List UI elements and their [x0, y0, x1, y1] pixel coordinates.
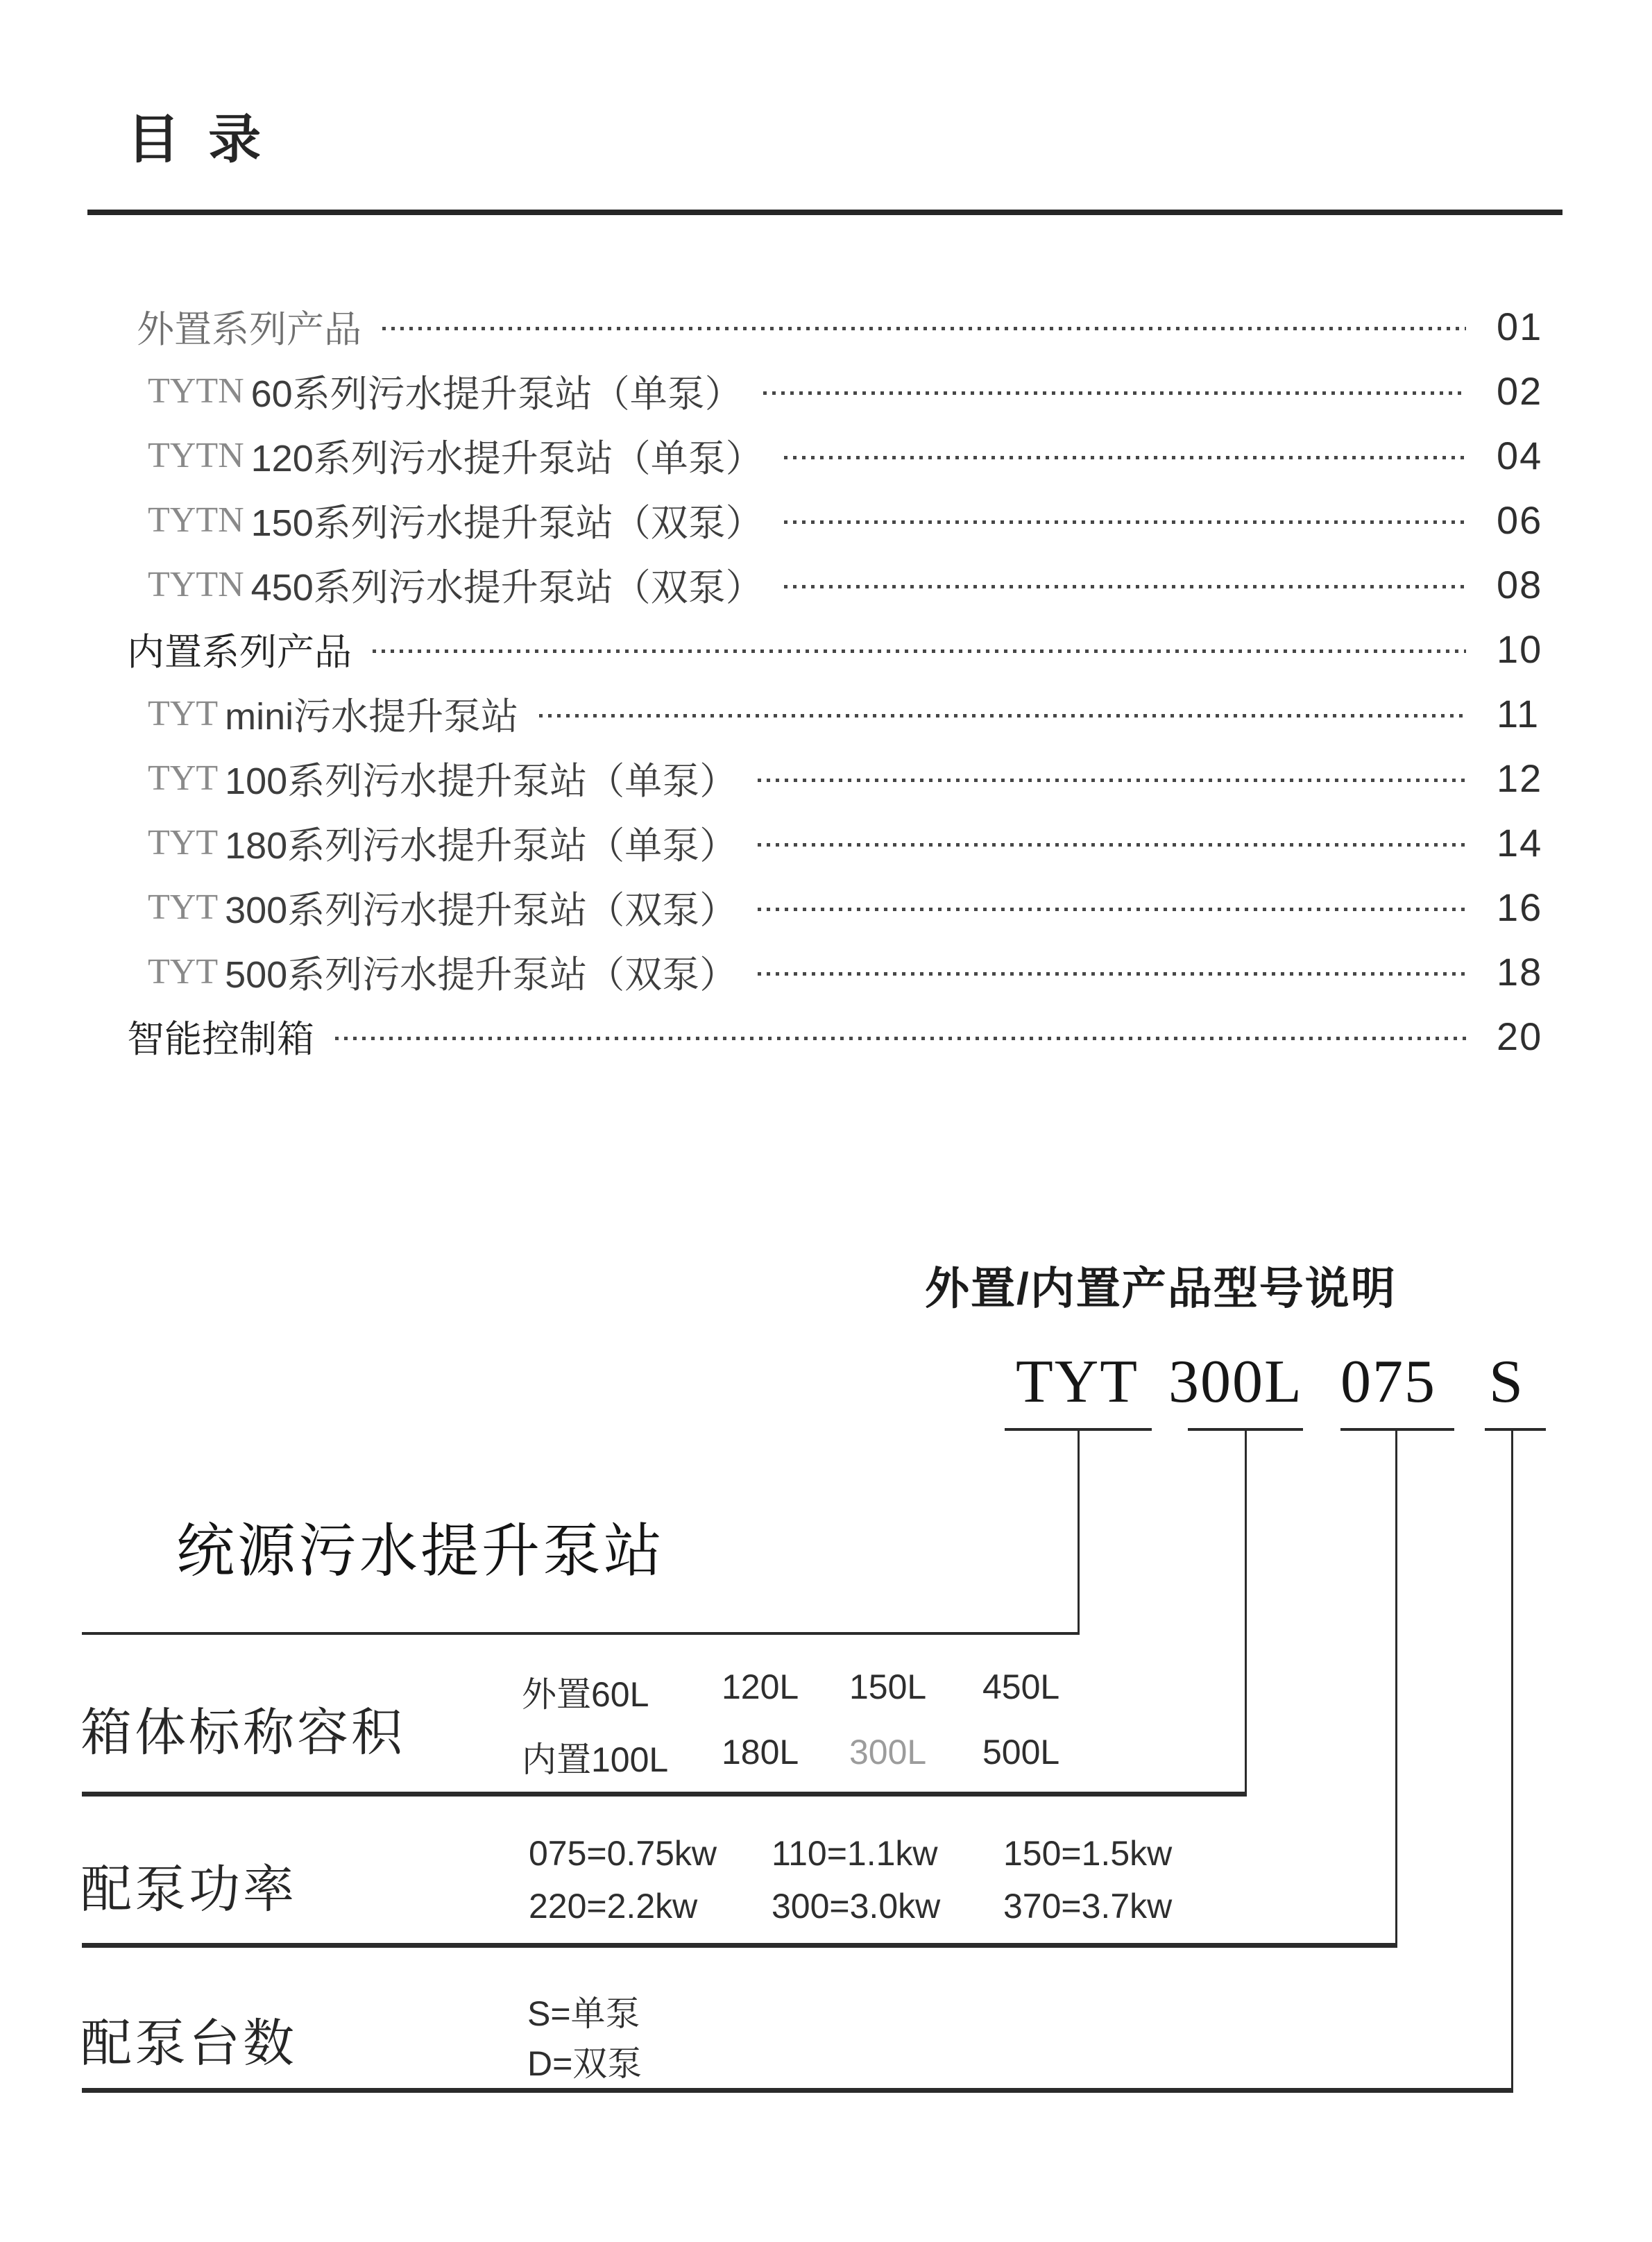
- toc-entry-prefix: TYT: [148, 888, 219, 927]
- spec-value: 外置60L: [522, 1675, 649, 1714]
- toc-entry: [127, 423, 1548, 488]
- toc-leader-dots: [784, 456, 1466, 459]
- toc-entry-label: 60系列污水提升泵站（单泵）: [250, 373, 742, 415]
- spec-value: 220=2.2kw: [529, 1887, 698, 1926]
- row-divider-pumps: [82, 2088, 1513, 2093]
- toc-leader-dots: [382, 327, 1466, 330]
- spec-value: 180L: [722, 1733, 799, 1772]
- toc-leader-dots: [784, 520, 1466, 524]
- spec-label-power: 配泵功率: [80, 1860, 297, 1918]
- toc-entry: [127, 940, 1548, 1004]
- toc-entry-label: mini污水提升泵站: [225, 696, 519, 738]
- model-code-volume: 300L: [1168, 1348, 1303, 1416]
- brand-meaning-label: 统源污水提升泵站: [176, 1520, 665, 1584]
- toc-entry: [127, 681, 1548, 746]
- toc-page-number: 08: [1497, 563, 1543, 606]
- toc-page-number: 02: [1497, 369, 1543, 413]
- toc-page-number: 16: [1497, 885, 1543, 929]
- toc-entry-prefix: TYT: [148, 694, 219, 733]
- toc-leader-dots: [335, 1037, 1466, 1040]
- spec-value: D=双泵: [527, 2044, 642, 2083]
- toc-entry-prefix: TYT: [148, 823, 219, 863]
- spec-value: 075=0.75kw: [529, 1834, 717, 1873]
- toc-entry-prefix: TYTN: [148, 436, 244, 475]
- toc-leader-dots: [758, 843, 1466, 847]
- spec-value: 110=1.1kw: [772, 1834, 938, 1873]
- toc-page-number: 18: [1497, 950, 1543, 994]
- page-title: 目 录: [127, 110, 269, 169]
- toc-leader-dots: [758, 972, 1466, 976]
- toc-entry-label: 180系列污水提升泵站（单泵）: [225, 825, 738, 867]
- model-code-brand: TYT: [1016, 1348, 1139, 1416]
- connector-line-pumps: [1511, 1431, 1513, 2091]
- toc-entry-prefix: TYTN: [148, 500, 244, 540]
- toc-page-number: 14: [1497, 821, 1543, 865]
- connector-line-brand: [1078, 1431, 1080, 1634]
- spec-value: 120L: [722, 1667, 799, 1706]
- row-divider-power: [82, 1943, 1397, 1948]
- code-underline-power: [1340, 1428, 1454, 1431]
- connector-line-volume: [1245, 1431, 1247, 1794]
- spec-label-volume: 箱体标称容积: [80, 1704, 405, 1761]
- toc-entry: [127, 810, 1548, 875]
- spec-value: 500L: [982, 1733, 1060, 1772]
- spec-value-highlighted: 300L: [849, 1733, 927, 1772]
- spec-value: 370=3.7kw: [1003, 1887, 1173, 1926]
- toc-leader-dots: [784, 585, 1466, 588]
- model-code-power: 075: [1340, 1348, 1436, 1416]
- row-divider-brand: [82, 1632, 1080, 1635]
- toc-entry: [127, 552, 1548, 617]
- toc-entry-label: 500系列污水提升泵站（双泵）: [225, 954, 738, 996]
- toc-entry-label: 智能控制箱: [127, 1019, 314, 1060]
- toc-entry-label: 内置系列产品: [127, 631, 352, 673]
- spec-value: S=单泵: [527, 1994, 640, 2033]
- toc-leader-dots: [763, 391, 1466, 395]
- spec-value: 450L: [982, 1667, 1060, 1706]
- toc-leader-dots: [539, 714, 1466, 717]
- toc-entry-label: 450系列污水提升泵站（双泵）: [250, 567, 763, 609]
- toc-entry: [127, 488, 1548, 552]
- toc-entry-label: 100系列污水提升泵站（单泵）: [225, 761, 738, 802]
- spec-value: 300=3.0kw: [772, 1887, 941, 1926]
- toc-page-number: 01: [1497, 305, 1543, 348]
- model-section-heading: 外置/内置产品型号说明: [925, 1264, 1397, 1314]
- toc-entry-prefix: TYT: [148, 758, 219, 798]
- connector-line-power: [1395, 1431, 1397, 1946]
- model-code-pumps: S: [1489, 1348, 1524, 1416]
- code-underline-pumps: [1485, 1428, 1546, 1431]
- toc-leader-dots: [758, 779, 1466, 782]
- toc-entry-label: 外置系列产品: [137, 309, 361, 350]
- spec-value: 150L: [849, 1667, 927, 1706]
- row-divider-volume: [82, 1792, 1247, 1797]
- toc-section-header: [127, 1004, 1548, 1069]
- toc-page-number: 06: [1497, 498, 1543, 542]
- toc-entry: [127, 359, 1548, 423]
- toc-section-header: [127, 617, 1548, 681]
- spec-value: 150=1.5kw: [1003, 1834, 1173, 1873]
- toc-entry: [127, 746, 1548, 810]
- toc-list: [127, 294, 1548, 1069]
- toc-page-number: 20: [1497, 1014, 1543, 1058]
- toc-section-header: [127, 294, 1548, 359]
- toc-leader-dots: [758, 908, 1466, 911]
- toc-entry-label: 120系列污水提升泵站（单泵）: [250, 438, 763, 479]
- toc-entry-prefix: TYTN: [148, 371, 244, 411]
- toc-entry-label: 150系列污水提升泵站（双泵）: [250, 502, 763, 544]
- toc-page-number: 04: [1497, 434, 1543, 477]
- spec-label-pumps: 配泵台数: [80, 2014, 297, 2072]
- spec-value: 内置100L: [522, 1740, 669, 1779]
- toc-entry: [127, 875, 1548, 940]
- toc-entry-prefix: TYT: [148, 952, 219, 992]
- toc-leader-dots: [373, 649, 1466, 653]
- toc-entry-prefix: TYTN: [148, 565, 244, 604]
- toc-entry-label: 300系列污水提升泵站（双泵）: [225, 890, 738, 931]
- toc-page-number: 11: [1497, 692, 1540, 736]
- title-rule: [87, 210, 1562, 215]
- toc-page-number: 12: [1497, 756, 1543, 800]
- toc-page-number: 10: [1497, 627, 1543, 671]
